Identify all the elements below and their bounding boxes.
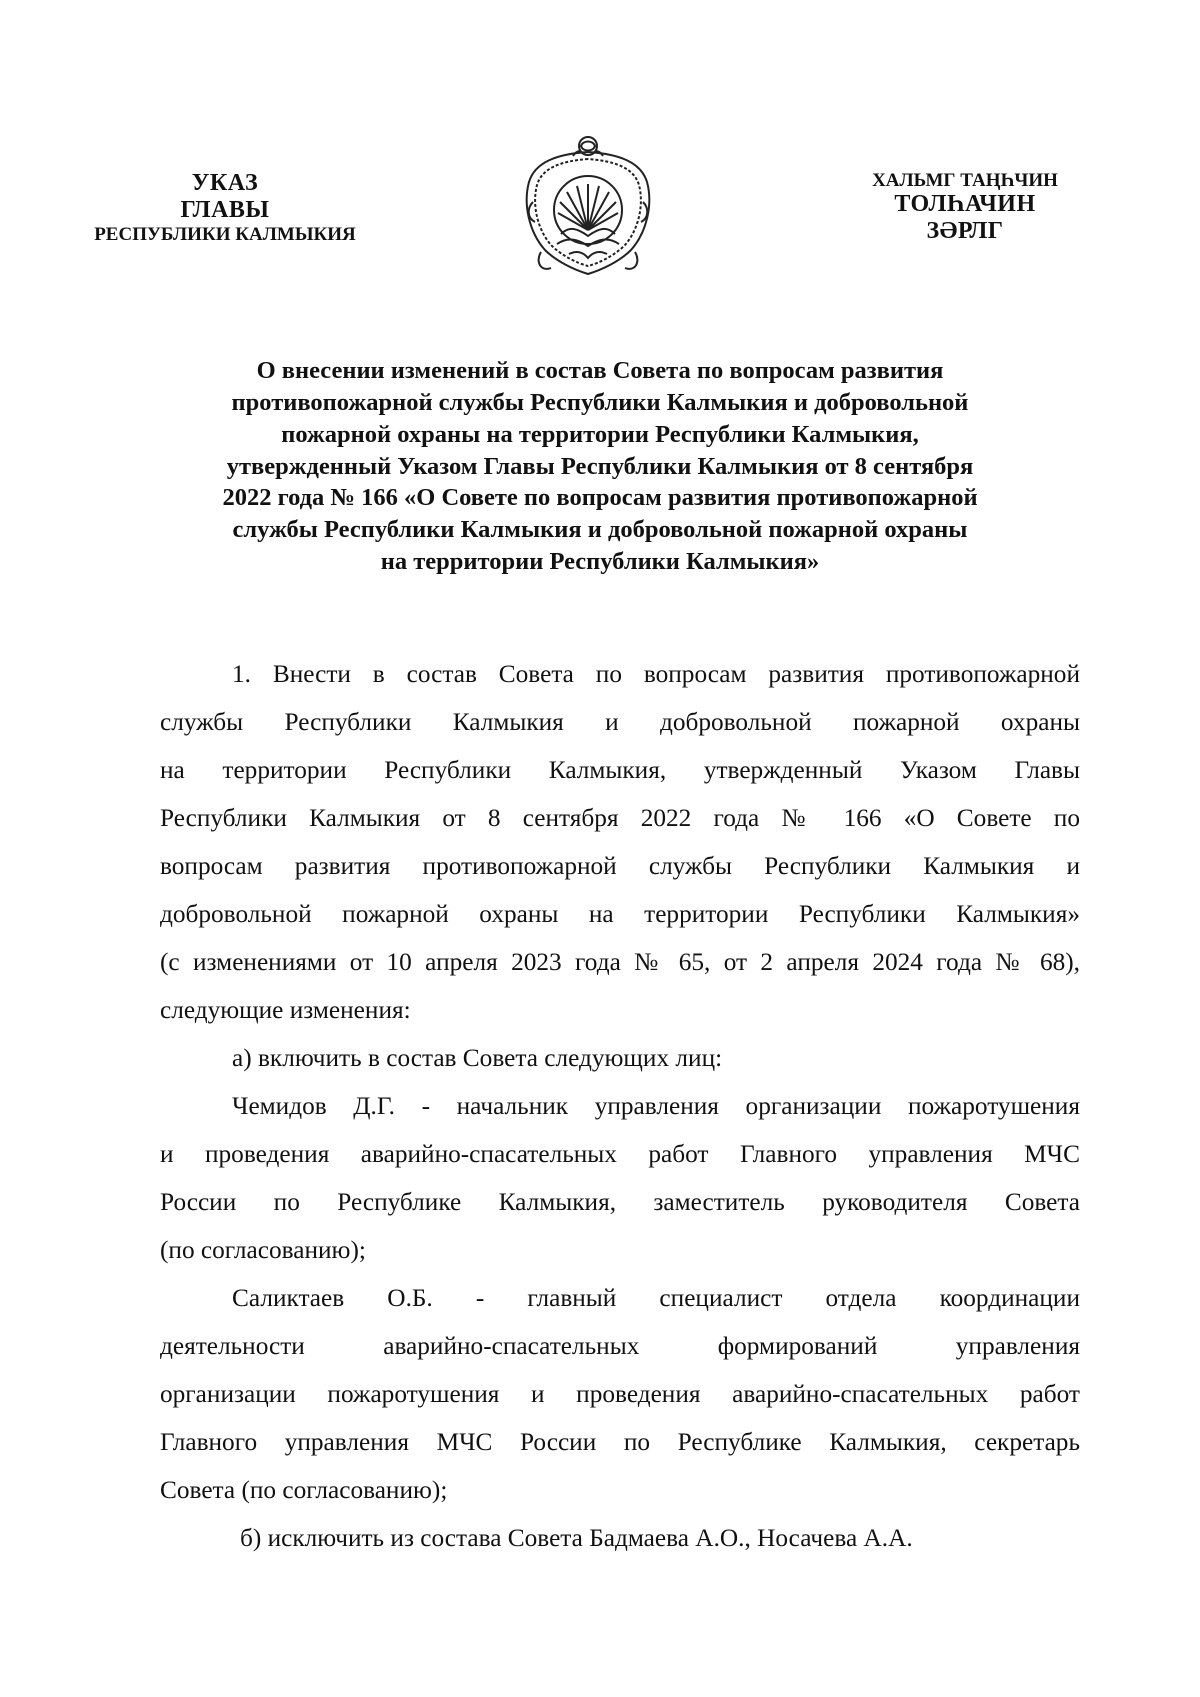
paragraph-saliktaev [160, 1274, 1080, 1514]
header-right [840, 170, 1090, 245]
kalmyk-decree-label: ЗӘРЛГ [926, 218, 1004, 245]
emblem-svg [517, 132, 659, 287]
title-line: 2022 года № 166 «О Совете по вопросам развития противопожарной [222, 484, 978, 512]
body-line: России по Республике Калмыкия, заместитель руководителя Совета [160, 1188, 1080, 1216]
item-b: б) исключить из состава Совета Бадмаева А.О., Носачева А.А. [240, 1524, 913, 1552]
title-line: противопожарной службы Республики Калмыкия и добровольной [231, 388, 969, 416]
document-title [130, 355, 1070, 578]
body-line: 1. Внести в состав Совета по вопросам развития противопожарной [232, 660, 1080, 688]
body-line: (с изменениями от 10 апреля 2023 года № 65, от 2 апреля 2024 года № 68), [160, 948, 1080, 976]
kalmyk-republic-label: ХАЛЬМГ ТАҢҺЧИН [872, 170, 1058, 191]
paragraph-chemidov [160, 1082, 1080, 1274]
paragraph-1 [160, 650, 1080, 1034]
body-line: организации пожаротушения и проведения аварийно-спасательных работ [160, 1380, 1080, 1408]
body-line: Чемидов Д.Г. - начальник управления организации пожаротушения [232, 1092, 1080, 1120]
body-line: Республики Калмыкия от 8 сентября 2022 года № 166 «О Совете по [160, 804, 1080, 832]
body-line: службы Республики Калмыкия и добровольной пожарной охраны [160, 708, 1080, 736]
body-line: деятельности аварийно-спасательных формирований управления [160, 1332, 1080, 1360]
body-line: Главного управления МЧС России по Республике Калмыкия, секретарь [160, 1428, 1080, 1456]
body-line: (по согласованию); [160, 1236, 366, 1264]
body-line: добровольной пожарной охраны на территории Республики Калмыкия» [160, 900, 1080, 928]
decree-label: УКАЗ [191, 170, 259, 196]
body-line: следующие изменения: [160, 996, 411, 1024]
republic-label: РЕСПУБЛИКИ КАЛМЫКИЯ [94, 223, 356, 245]
item-a: а) включить в состав Совета следующих лиц: [232, 1044, 723, 1072]
body-line: и проведения аварийно-спасательных работ Главного управления МЧС [160, 1140, 1080, 1168]
title-line: утвержденный Указом Главы Республики Калмыкия от 8 сентября [226, 452, 974, 480]
body-line: вопросам развития противопожарной службы Республики Калмыкия и [160, 852, 1080, 880]
title-line: службы Республики Калмыкия и добровольной пожарной охраны [232, 516, 968, 544]
body-line: Саликтаев О.Б. - главный специалист отдела координации [232, 1284, 1080, 1312]
title-line: О внесении изменений в состав Совета по вопросам развития [256, 357, 944, 384]
header-left [60, 170, 390, 245]
body-line: на территории Республики Калмыкия, утвержденный Указом Главы [160, 756, 1080, 784]
head-label: ГЛАВЫ [180, 196, 270, 223]
kalmyk-head-label: ТОЛҺАЧИН [894, 191, 1036, 218]
title-line: пожарной охраны на территории Республики Калмыкия, [281, 420, 919, 448]
kalmykia-coat-of-arms-icon [517, 132, 659, 287]
document-body [160, 650, 1080, 1562]
title-line: на территории Республики Калмыкия» [380, 548, 820, 576]
body-line: Совета (по согласованию); [160, 1476, 448, 1504]
